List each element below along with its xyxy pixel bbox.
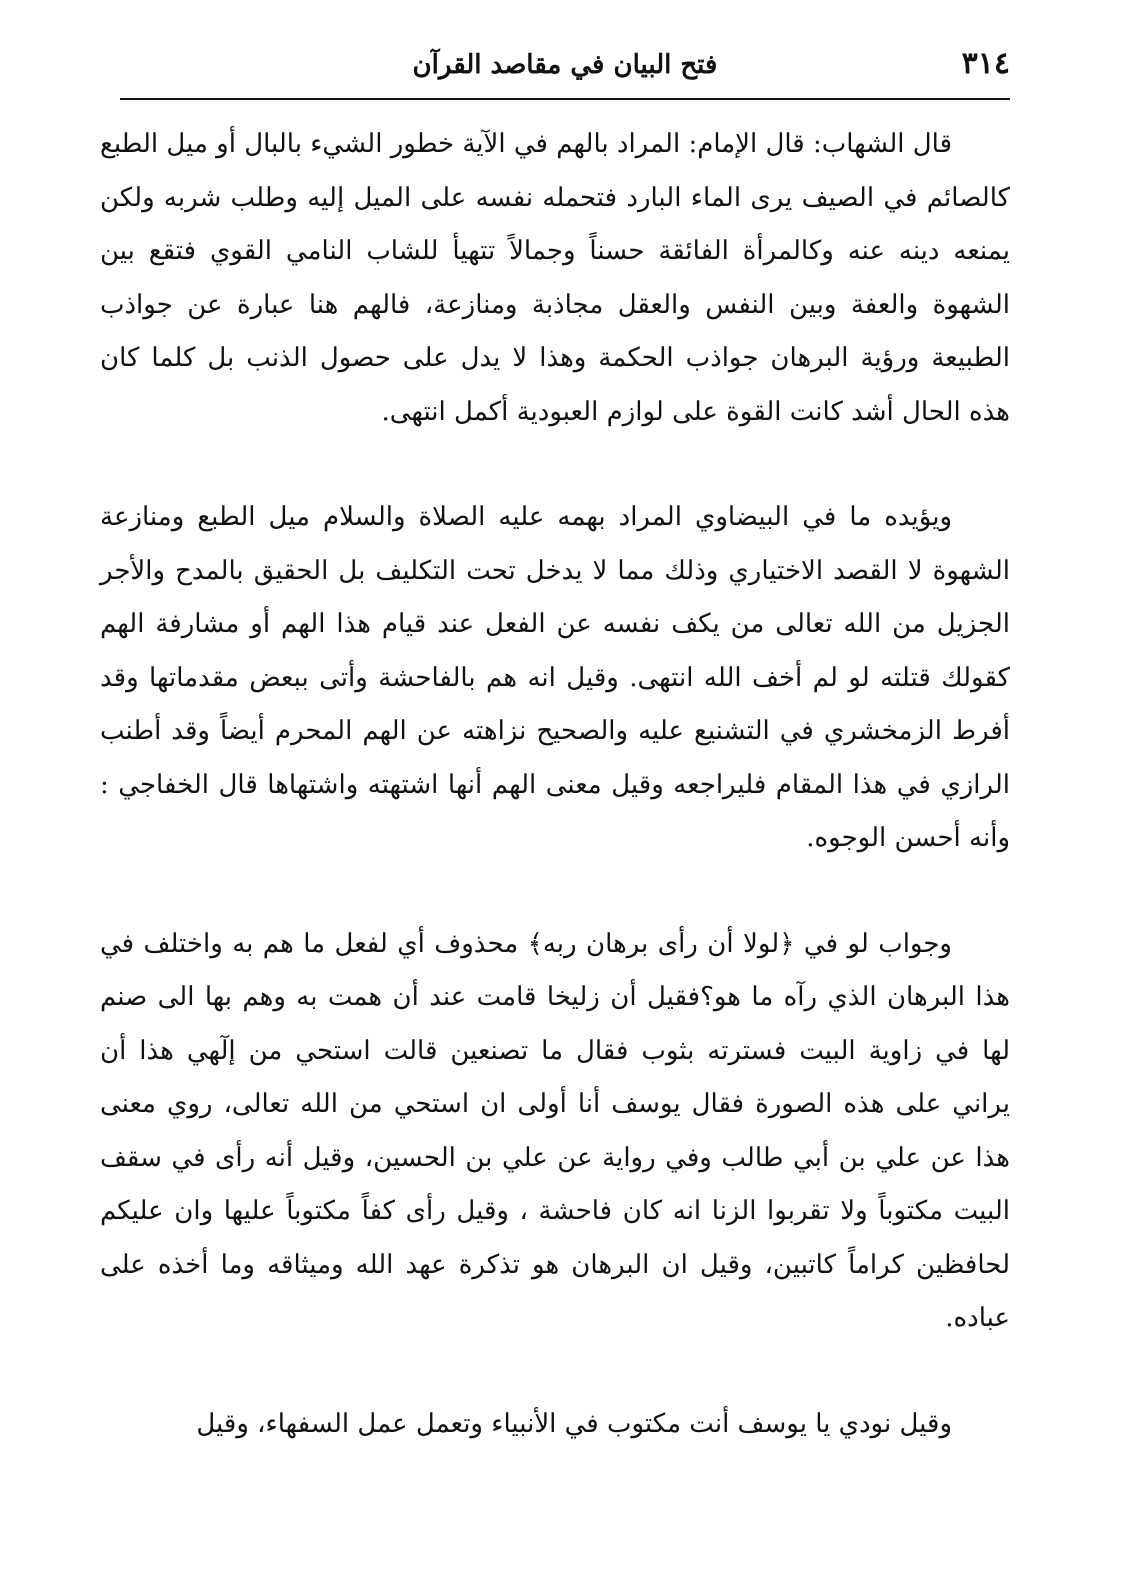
page-number: ٣١٤	[961, 46, 1010, 81]
running-title: فتح البيان في مقاصد القرآن	[412, 50, 718, 80]
paragraph-2: ويؤيده ما في البيضاوي المراد بهمه عليه الصلاة والسلام ميل الطبع ومنازعة الشهوة لا القصد الاختياري وذلك مما لا يدخل تحت التكليف بل الحقيق بالمدح والأجر الجزيل من الله تعالى من يكف نفسه عن الفعل عند قيام هذا الهم أو مشارفة الهم كقولك قتلته لو لم أخف الله انتهى. وقيل انه هم بالفاحشة وأتى ببعض مقدماتها وقد أفرط الزمخشري في التشنيع عليه والصحيح نزاهته عن الهم المحرم أيضاً وقد أطنب الرازي في هذا المقام فليراجعه وقيل معنى الهم أنها اشتهته واشتهاها قال الخفاجي : وأنه أحسن الوجوه.	[100, 502, 1010, 853]
body-text	[100, 118, 1010, 1451]
page-header	[120, 40, 1010, 100]
paragraph-1: قال الشهاب: قال الإمام: المراد بالهم في الآية خطور الشيء بالبال أو ميل الطبع كالصائم في الصيف يرى الماء البارد فتحمله نفسه على الميل إليه وطلب شربه ولكن يمنعه دينه عنه وكالمرأة الفائقة حسناً وجمالاً تتهيأ للشاب النامي القوي فتقع بين الشهوة والعفة وبين النفس والعقل مجاذبة ومنازعة، فالهم هنا عبارة عن جواذب الطبيعة ورؤية البرهان جواذب الحكمة وهذا لا يدل على حصول الذنب بل كلما كان هذه الحال أشد كانت القوة على لوازم العبودية أكمل انتهى.	[100, 129, 1010, 427]
paragraph-3: وجواب لو في ﴿لولا أن رأى برهان ربه﴾ محذوف أي لفعل ما هم به واختلف في هذا البرهان الذي رآه ما هو؟فقيل أن زليخا قامت عند أن همت به وهم بها الى صنم لها في زاوية البيت فسترته بثوب فقال ما تصنعين قالت استحي من إلٓهي هذا أن يراني على هذه الصورة فقال يوسف أنا أولى ان استحي من الله تعالى، روي معنى هذا عن علي بن أبي طالب وفي رواية عن علي بن الحسين، وقيل أنه رأى في سقف البيت مكتوباً ولا تقربوا الزنا انه كان فاحشة ، وقيل رأى كفاً مكتوباً عليها وان عليكم لحافظين كراماً كاتبين، وقيل ان البرهان هو تذكرة عهد الله وميثاقه وما أخذه على عباده.	[100, 928, 1011, 1333]
paragraph-4: وقيل نودي يا يوسف أنت مكتوب في الأنبياء وتعمل عمل السفهاء، وقيل	[196, 1408, 952, 1439]
